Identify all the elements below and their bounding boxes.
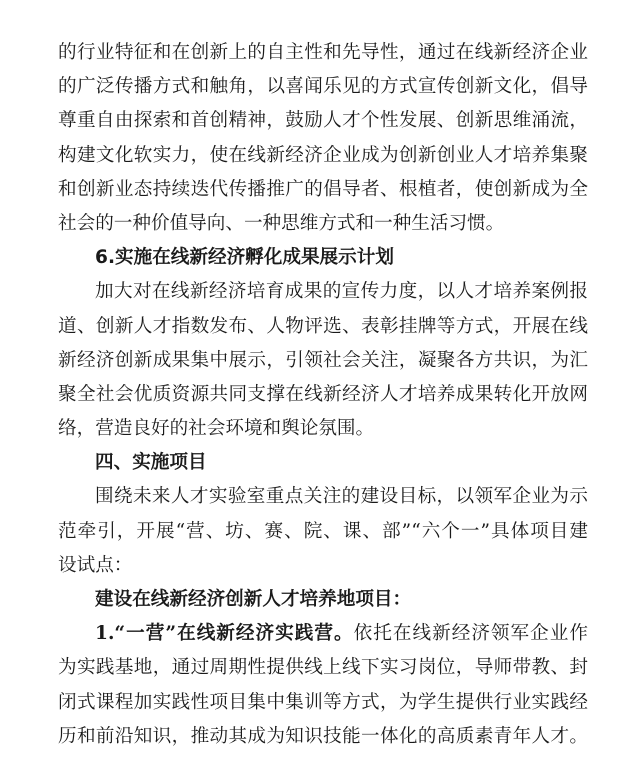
text-line [58, 621, 588, 655]
item-lead: 1.“一营”在线新经济实践营。 [95, 623, 354, 645]
text-line: 闭式课程加实践性项目集中集训等方式，为学生提供行业实践经 [58, 691, 588, 713]
text-line: 尊重自由探索和首创精神，鼓励人才个性发展、创新思维涌流， [58, 110, 588, 132]
text-line: 范牵引，开展“营、坊、赛、院、课、部”“六个一”具体项目建 [58, 520, 588, 542]
text-line: 道、创新人才指数发布、人物评选、表彰挂牌等方式，开展在线 [58, 315, 588, 337]
paragraph-practice-camp [58, 621, 588, 758]
paragraph-projects-intro [58, 484, 588, 587]
text-line: 历和前沿知识，推动其成为知识技能一体化的高质素青年人才。 [58, 725, 588, 747]
paragraph-showcase [58, 279, 588, 450]
paragraph-culture [58, 40, 588, 245]
section-heading-four: 四、实施项目 [95, 452, 207, 474]
text-line: 为实践基地，通过周期性提供线上线下实习岗位，导师带教、封 [58, 657, 588, 679]
document-page [58, 40, 588, 758]
text-line: 新经济创新成果集中展示，引领社会关注，凝聚各方共识，为汇 [58, 349, 588, 371]
text-line: 构建文化软实力，使在线新经济企业成为创新创业人才培养集聚 [58, 144, 588, 166]
text-line: 聚全社会优质资源共同支撑在线新经济人才培养成果转化开放网 [58, 383, 588, 405]
text-line: 围绕未来人才实验室重点关注的建设目标，以领军企业为示 [95, 486, 588, 508]
section-heading-6: 6.实施在线新经济孵化成果展示计划 [95, 247, 394, 269]
text-line: 设试点： [58, 554, 133, 576]
text-line: 络，营造良好的社会环境和舆论氛围。 [58, 418, 375, 440]
text-line: 和创新业态持续迭代传播推广的倡导者、根植者，使创新成为全 [58, 178, 588, 200]
text-line: 加大对在线新经济培育成果的宣传力度，以人才培养案例报 [95, 281, 588, 303]
text-line: 的行业特征和在创新上的自主性和先导性，通过在线新经济企业 [58, 42, 588, 63]
text-line: 的广泛传播方式和触角，以喜闻乐见的方式宣传创新文化，倡导 [58, 76, 588, 98]
text-line: 社会的一种价值导向、一种思维方式和一种生活习惯。 [58, 212, 505, 234]
subsection-heading: 建设在线新经济创新人才培养地项目： [95, 589, 412, 610]
item-lead-rest: 依托在线新经济领军企业作 [353, 623, 588, 645]
